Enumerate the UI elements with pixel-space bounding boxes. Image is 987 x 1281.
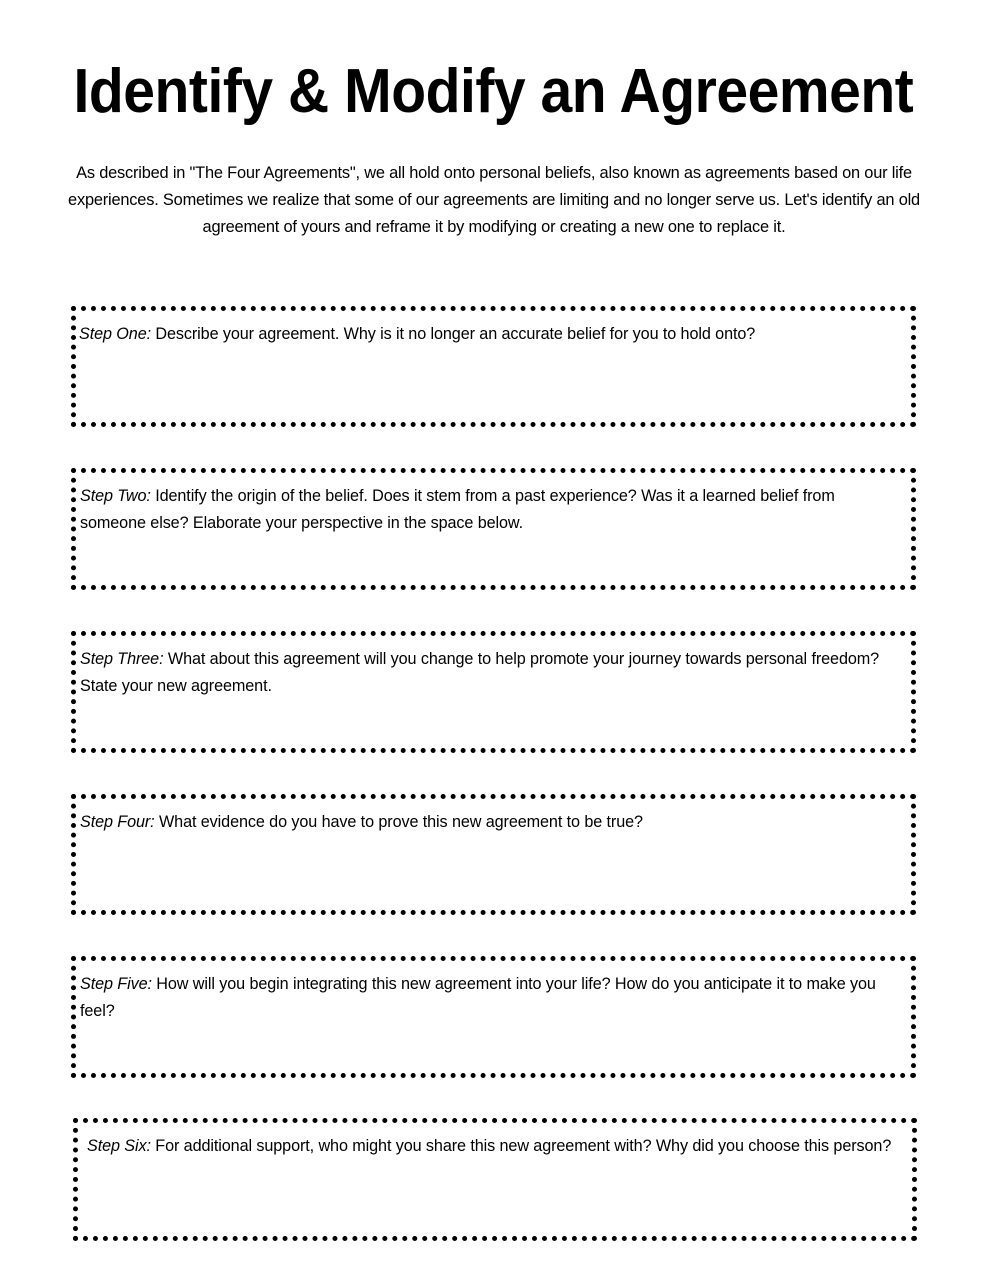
worksheet-title: Identify & Modify an Agreement — [73, 57, 914, 126]
step-label: Step One: — [79, 325, 151, 343]
step-question: How will you begin integrating this new agreement into your life? How do you anticipate it to make you feel? — [80, 975, 876, 1020]
worksheet-title-row — [0, 52, 987, 132]
step-four-box[interactable] — [71, 794, 916, 915]
step-label: Step Two: — [80, 487, 151, 505]
step-four-prompt — [80, 809, 891, 836]
step-six-prompt — [87, 1133, 892, 1160]
step-question: What evidence do you have to prove this new agreement to be true? — [159, 813, 643, 831]
step-two-prompt — [80, 483, 891, 537]
step-label: Step Six: — [87, 1137, 151, 1155]
step-five-box[interactable] — [71, 956, 916, 1078]
step-five-prompt — [80, 971, 891, 1025]
step-two-box[interactable] — [71, 468, 916, 590]
step-one-box[interactable] — [71, 306, 916, 427]
step-question: Describe your agreement. Why is it no longer an accurate belief for you to hold onto? — [155, 325, 756, 343]
step-three-box[interactable] — [71, 631, 916, 753]
step-question: What about this agreement will you change to help promote your journey towards personal freedom? State your new agreement. — [80, 650, 880, 695]
step-question: For additional support, who might you share this new agreement with? Why did you choose this person? — [155, 1137, 892, 1155]
step-label: Step Five: — [80, 975, 152, 993]
step-label: Step Four: — [80, 813, 155, 831]
step-three-prompt — [80, 646, 891, 700]
intro-paragraph: As described in "The Four Agreements", we all hold onto personal beliefs, also known as agreements based on our life experiences. Sometimes we realize that some of our agreements are limiting and no longer serve us. Let's identify an old agreement of yours and reframe it by modifying or creating a new one to replace it. — [68, 164, 920, 236]
step-question: Identify the origin of the belief. Does it stem from a past experience? Was it a learned belief from someone else? Elaborate your perspective in the space below. — [80, 487, 835, 532]
step-one-prompt — [79, 321, 891, 348]
step-label: Step Three: — [80, 650, 164, 668]
step-six-box[interactable] — [73, 1118, 917, 1241]
